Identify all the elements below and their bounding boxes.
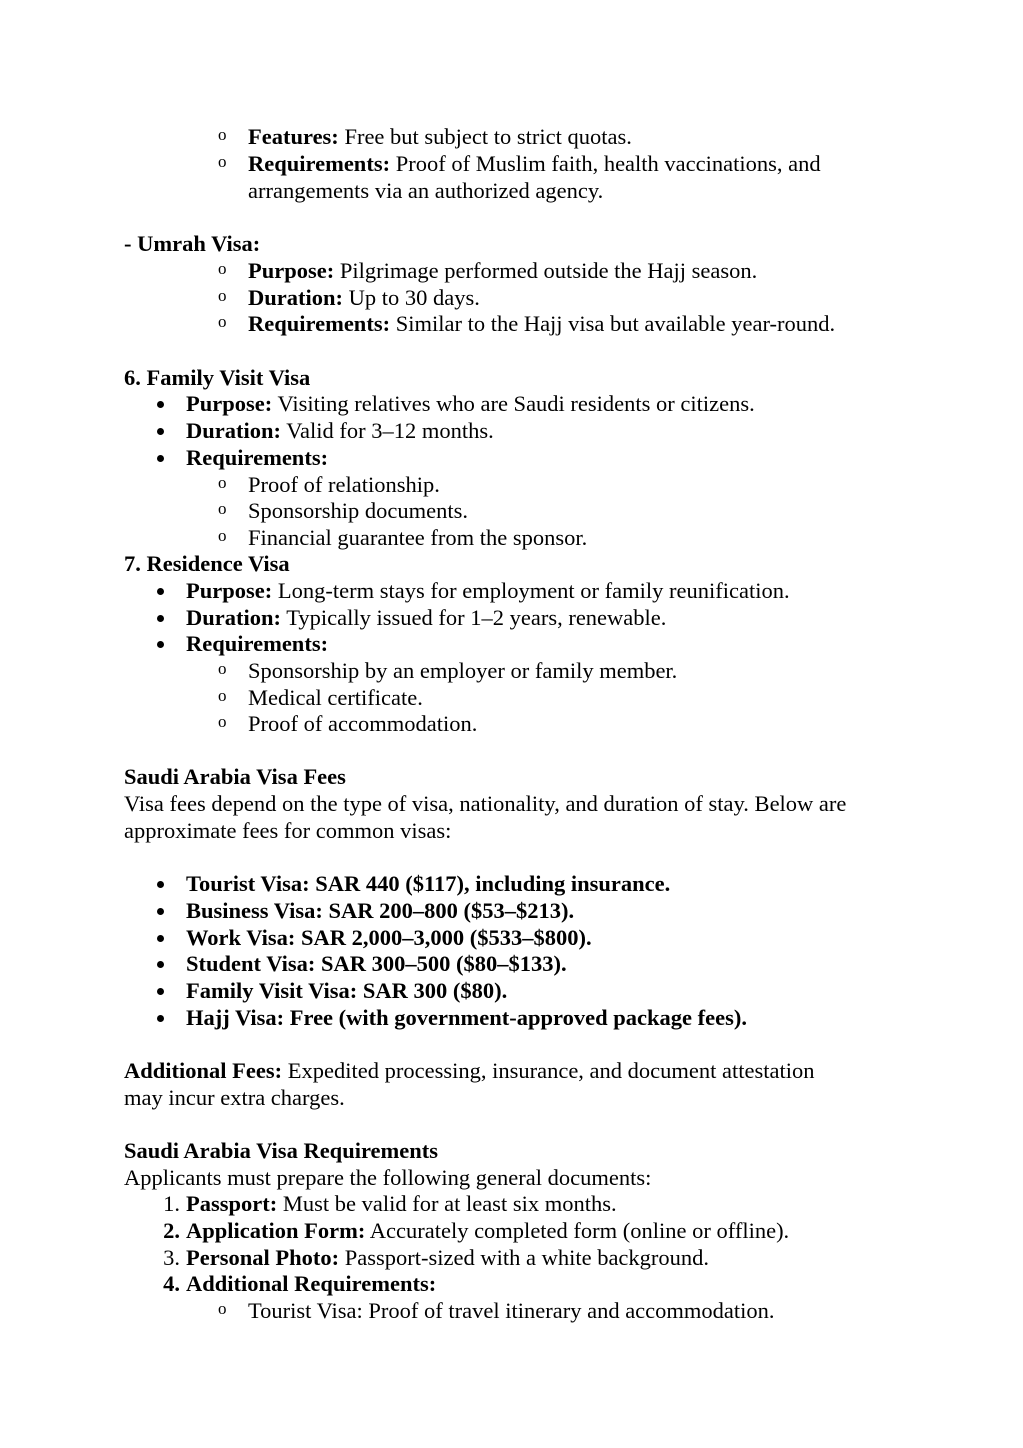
umrah-heading: - Umrah Visa: [124,231,261,256]
umrah-item: Purpose: Pilgrimage performed outside the Hajj season. [248,258,758,283]
bullet-icon [157,935,164,942]
bullet-icon [157,455,164,462]
umrah-item: Requirements: Similar to the Hajj visa but available year-round. [248,311,836,336]
additional-fees-cont: may incur extra charges. [124,1085,345,1110]
requirement-item: Personal Photo: Passport-sized with a white background. [186,1245,710,1270]
fee-item: Work Visa: SAR 2,000–3,000 ($533–$800). [186,925,592,950]
fee-item: Tourist Visa: SAR 440 ($117), including insurance. [186,871,671,896]
residence-heading: 7. Residence Visa [124,551,290,576]
sub-bullet-icon: o [218,152,227,171]
hajj-requirements-cont: arrangements via an authorized agency. [248,178,604,203]
family-item: Requirements: [186,445,329,470]
list-number: 3. [163,1245,180,1270]
umrah-item: Duration: Up to 30 days. [248,285,480,310]
sub-bullet-icon: o [218,125,227,144]
bullet-icon [157,641,164,648]
family-item: Purpose: Visiting relatives who are Saudi residents or citizens. [186,391,755,416]
family-heading: 6. Family Visit Visa [124,365,311,390]
sub-bullet-icon: o [218,526,227,545]
sub-bullet-icon: o [218,1299,227,1318]
residence-sub-item: Medical certificate. [248,685,423,710]
bullet-icon [157,615,164,622]
requirements-intro: Applicants must prepare the following general documents: [124,1165,652,1190]
list-number: 2. [163,1218,180,1243]
hajj-requirements: Requirements: Proof of Muslim faith, health vaccinations, and [248,151,821,176]
family-sub-item: Sponsorship documents. [248,498,469,523]
fee-item: Hajj Visa: Free (with government-approved package fees). [186,1005,747,1030]
sub-bullet-icon: o [218,473,227,492]
sub-bullet-icon: o [218,712,227,731]
sub-bullet-icon: o [218,286,227,305]
requirement-item: Application Form: Accurately completed form (online or offline). [186,1218,790,1243]
residence-item: Requirements: [186,631,329,656]
fee-item: Business Visa: SAR 200–800 ($53–$213). [186,898,575,923]
hajj-features: Features: Free but subject to strict quotas. [248,124,632,149]
additional-fees: Additional Fees: Expedited processing, insurance, and document attestation [124,1058,815,1083]
list-number: 1. [163,1191,180,1216]
fee-item: Student Visa: SAR 300–500 ($80–$133). [186,951,567,976]
bullet-icon [157,588,164,595]
requirement-sub-item: Tourist Visa: Proof of travel itinerary and accommodation. [248,1298,775,1323]
residence-sub-item: Sponsorship by an employer or family member. [248,658,678,683]
sub-bullet-icon: o [218,259,227,278]
bullet-icon [157,988,164,995]
residence-item: Purpose: Long-term stays for employment or family reunification. [186,578,790,603]
family-item: Duration: Valid for 3–12 months. [186,418,494,443]
fees-heading: Saudi Arabia Visa Fees [124,764,346,789]
fees-intro-cont: approximate fees for common visas: [124,818,452,843]
requirements-heading: Saudi Arabia Visa Requirements [124,1138,439,1163]
residence-sub-item: Proof of accommodation. [248,711,478,736]
family-sub-item: Financial guarantee from the sponsor. [248,525,588,550]
list-number: 4. [163,1271,180,1296]
sub-bullet-icon: o [218,659,227,678]
fee-item: Family Visit Visa: SAR 300 ($80). [186,978,508,1003]
family-sub-item: Proof of relationship. [248,472,440,497]
bullet-icon [157,428,164,435]
sub-bullet-icon: o [218,686,227,705]
sub-bullet-icon: o [218,499,227,518]
requirement-item: Passport: Must be valid for at least six months. [186,1191,617,1216]
bullet-icon [157,961,164,968]
requirement-item: Additional Requirements: [186,1271,437,1296]
bullet-icon [157,881,164,888]
sub-bullet-icon: o [218,312,227,331]
bullet-icon [157,401,164,408]
residence-item: Duration: Typically issued for 1–2 years, renewable. [186,605,667,630]
fees-intro: Visa fees depend on the type of visa, nationality, and duration of stay. Below are [124,791,847,816]
bullet-icon [157,908,164,915]
bullet-icon [157,1015,164,1022]
